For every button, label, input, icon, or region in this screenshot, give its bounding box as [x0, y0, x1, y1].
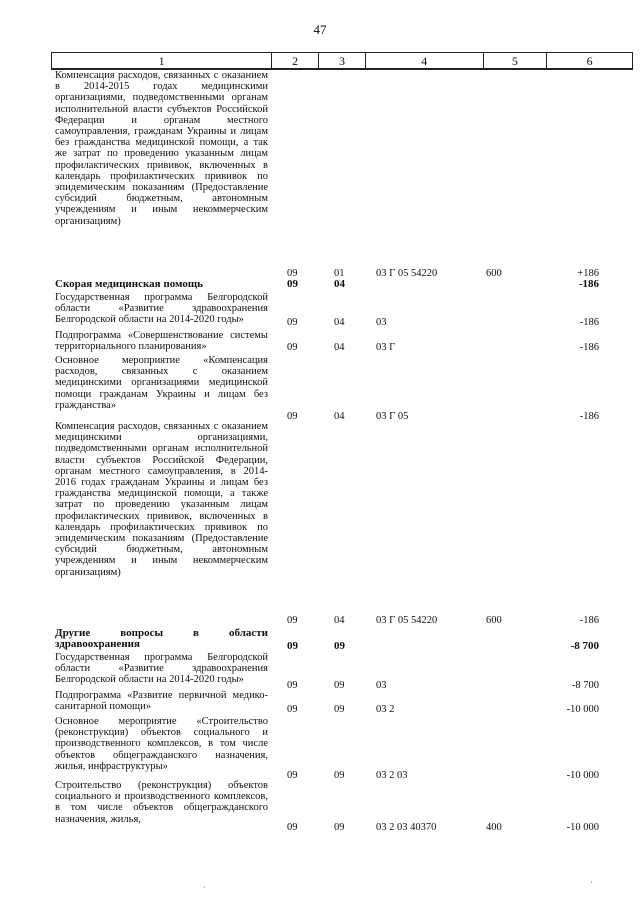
scan-speck: · — [590, 878, 593, 887]
row-amount: -10 000 — [566, 770, 599, 781]
row-target-code: 03 Г 05 54220 — [376, 268, 438, 279]
row-name: Подпрограмма «Развитие первичной медико-санитарной помощи» — [55, 690, 268, 713]
row-section: 09 — [287, 411, 298, 422]
row-section: 09 — [287, 615, 298, 626]
row-amount: -186 — [578, 278, 599, 290]
row-name: Компенсация расходов, связанных с оказанием в 2014-2015 годах медицинскими организациями, подведомственными органам исполнительной власти субъектов Российской Федерации и органам местного самоуправления, гражданам Украины и лицам без гражданства медицинской помощи, а так же затрат по проведению указанным лицам профилактических прививок, включенных в календарь профилактических прививок по эпидемическим показаниям (Предоставление субсидий бюджетным, автономным учреждениям и иным некоммерческим организациям) — [55, 70, 268, 227]
row-amount: -10 000 — [566, 822, 599, 833]
row-expense-type: 600 — [486, 615, 502, 626]
row-target-code: 03 Г 05 54220 — [376, 615, 438, 626]
row-subsection: 04 — [334, 342, 345, 353]
row-expense-type: 600 — [486, 268, 502, 279]
row-expense-type: 400 — [486, 822, 502, 833]
header-col-6: 6 — [586, 54, 593, 68]
row-subsection: 01 — [334, 268, 345, 279]
row-subsection: 09 — [334, 822, 345, 833]
row-target-code: 03 — [376, 680, 387, 691]
row-name: Основное мероприятие «Компенсация расходов, связанных с оказанием медицинскими организациями медицинской помощи гражданам Украины и лицам без гражданства» — [55, 355, 268, 411]
budget-table — [51, 52, 633, 833]
row-amount: -186 — [579, 615, 599, 626]
row-name: Подпрограмма «Совершенствование системы территориального планирования» — [55, 330, 268, 353]
row-target-code: 03 2 03 — [376, 770, 408, 781]
row-name: Государственная программа Белгородской области «Развитие здравоохранения Белгородской области на 2014-2020 годы» — [55, 292, 268, 326]
row-name: Государственная программа Белгородской области «Развитие здравоохранения Белгородской области на 2014-2020 годы» — [55, 652, 268, 686]
row-section: 09 — [287, 342, 298, 353]
row-amount: -8 700 — [571, 680, 599, 691]
row-amount: -10 000 — [566, 704, 599, 715]
row-name: Строительство (реконструкция) объектов социального и производственного комплексов, в том числе объектов общегражданского назначения, жилья, — [55, 780, 268, 825]
row-subsection: 04 — [334, 615, 345, 626]
row-name: Скорая медицинская помощь — [55, 278, 203, 290]
row-target-code: 03 Г 05 — [376, 411, 409, 422]
row-amount: -8 700 — [570, 640, 599, 652]
header-col-3: 3 — [319, 53, 366, 68]
row-section: 09 — [287, 704, 298, 715]
row-section: 09 — [287, 268, 298, 279]
row-section: 09 — [287, 278, 298, 290]
header-col-1: 1 — [52, 53, 272, 68]
row-section: 09 — [287, 680, 298, 691]
row-subsection: 09 — [334, 704, 345, 715]
row-subsection: 09 — [334, 640, 345, 652]
row-section: 09 — [287, 640, 298, 652]
row-section: 09 — [287, 317, 298, 328]
row-subsection: 09 — [334, 770, 345, 781]
row-name: Другие вопросы в области здравоохранения — [55, 627, 268, 651]
row-target-code: 03 Г — [376, 342, 396, 353]
row-target-code: 03 2 — [376, 704, 395, 715]
page-number: 47 — [313, 22, 327, 37]
table-header — [51, 52, 633, 69]
row-name: Компенсация расходов, связанных с оказанием медицинскими организациями, подведомственными органам исполнительной власти субъектов Российской Федерации, органам местного самоуправления, в 2014-2016 годах гражданам Украины и лицам без гражданства медицинской помощи, а также затрат по проведению указанным лицам профилактических прививок, включенных в календарь профилактических прививок по эпидемическим показаниям (Предоставление субсидий бюджетным, автономным учреждениям и иным некоммерческим организациям) — [55, 421, 268, 578]
row-amount: -186 — [579, 342, 599, 353]
row-amount: +186 — [577, 268, 599, 279]
header-col-5: 5 — [484, 53, 548, 68]
scan-speck: · — [203, 883, 206, 892]
row-amount: -186 — [579, 411, 599, 422]
header-col-4: 4 — [366, 53, 484, 68]
header-col-2: 2 — [272, 53, 319, 68]
row-subsection: 09 — [334, 680, 345, 691]
row-target-code: 03 — [376, 317, 387, 328]
row-section: 09 — [287, 770, 298, 781]
row-subsection: 04 — [334, 411, 345, 422]
row-amount: -186 — [579, 317, 599, 328]
row-name: Основное мероприятие «Строительство (реконструкция) объектов социального и производственного комплексов, в том числе объектов общегражданского назначения, жилья, инфраструктуры» — [55, 716, 268, 772]
row-target-code: 03 2 03 40370 — [376, 822, 437, 833]
row-subsection: 04 — [334, 278, 345, 290]
row-subsection: 04 — [334, 317, 345, 328]
row-section: 09 — [287, 822, 298, 833]
